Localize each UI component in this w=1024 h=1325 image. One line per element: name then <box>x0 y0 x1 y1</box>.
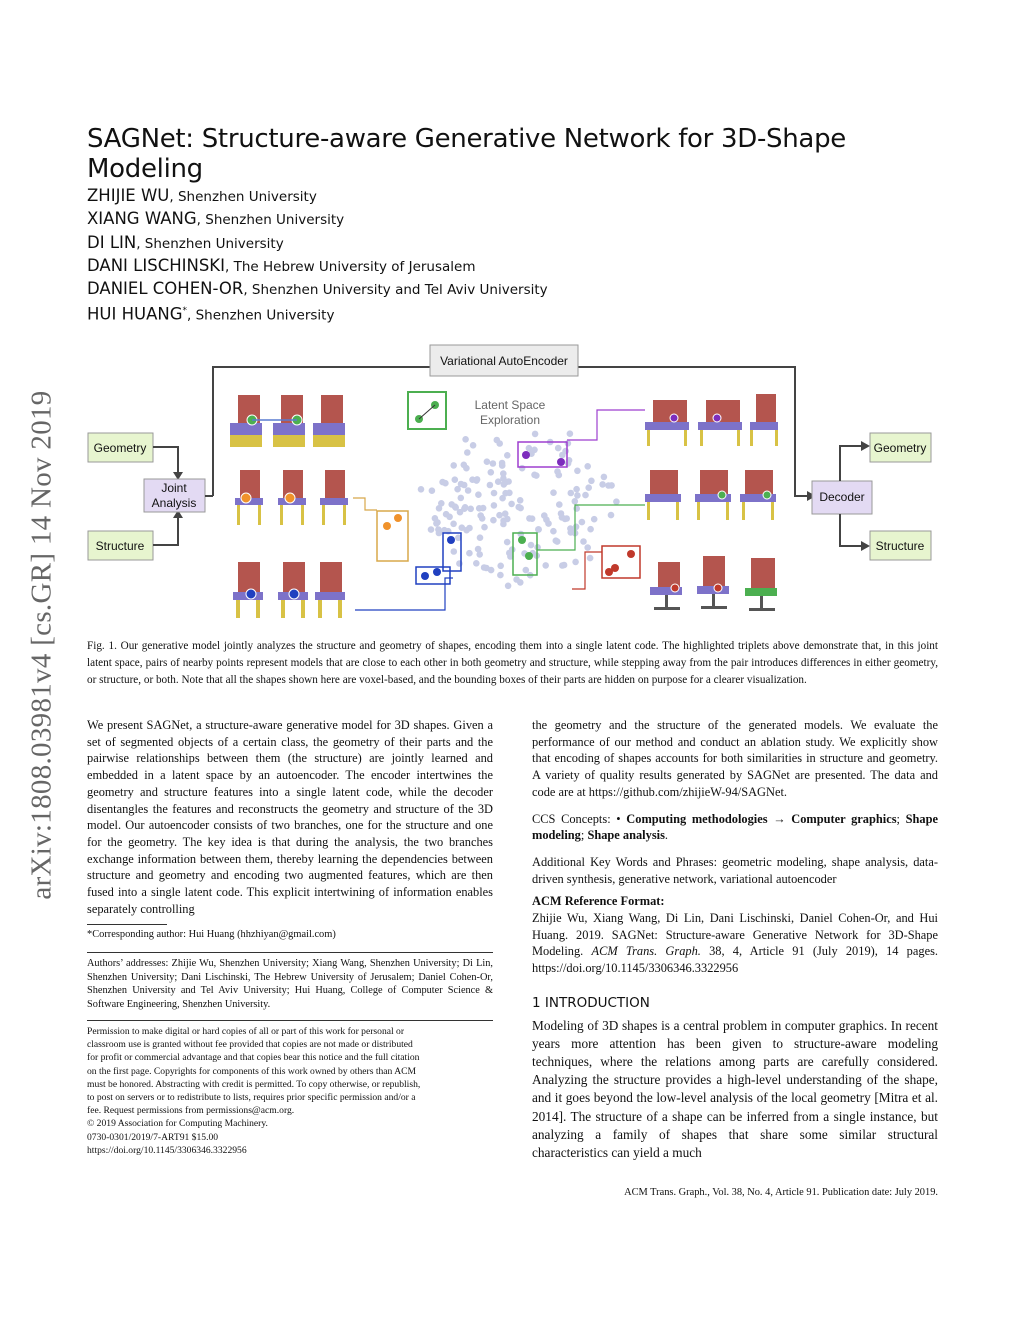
latent-point <box>601 474 608 481</box>
latent-point <box>499 462 506 469</box>
chair-group-mid-left <box>235 470 348 525</box>
latent-point <box>452 503 459 510</box>
copyright-line: © 2019 Association for Computing Machinery. <box>87 1118 268 1130</box>
permission-line: for profit or commercial advantage and that copies bear this notice and the full citation <box>87 1052 420 1064</box>
permission-line: to post on servers or to redistribute to lists, requires prior specific permission and/or a <box>87 1092 416 1104</box>
author-affiliation: , Shenzhen University <box>169 189 317 205</box>
chair-group-mid-right <box>645 470 776 520</box>
latent-point <box>466 550 473 557</box>
latent-point <box>588 478 595 485</box>
latent-point <box>462 504 469 511</box>
author-addresses: Authors’ addresses: Zhijie Wu, Shenzhen University; Xiang Wang, Shenzhen University; Di Lin, Shenzhen University; Dani Lischinski, The Hebrew University of Jerusalem; Daniel Cohen-Or, Shenzhen University and Tel Aviv University; Hui Huang, College of Computer Science & Software Engineering, Shenzhen University. <box>87 958 493 1010</box>
latent-point <box>567 430 574 437</box>
structure-input-label: Structure <box>95 539 145 553</box>
latent-point <box>529 515 536 522</box>
geometry-input-label: Geometry <box>93 441 147 455</box>
permission-divider <box>87 1020 493 1021</box>
author-affiliation: , Shenzhen University <box>187 307 335 324</box>
acm-reference-text: Zhijie Wu, Xiang Wang, Di Lin, Dani Lischinski, Daniel Cohen-Or, and Hui Huang. 2019. SAGNet: Structure-aware Generative Network for 3D-Shape Modeling. <box>532 911 938 959</box>
latent-point <box>491 490 498 497</box>
latent-point <box>517 497 524 504</box>
latent-point <box>443 511 450 518</box>
latent-point <box>584 544 591 551</box>
author-line <box>87 300 787 323</box>
latent-point <box>550 528 557 535</box>
latent-point <box>505 478 512 485</box>
chair-group-bottom-right <box>650 556 777 611</box>
latent-point <box>526 445 533 452</box>
latent-point <box>584 463 591 470</box>
acm-reference-journal: ACM Trans. Graph. <box>591 944 701 959</box>
author-name: XIANG WANG <box>87 209 197 229</box>
latent-point <box>565 440 572 447</box>
latent-point <box>476 505 483 512</box>
permission-line: on the first page. Copyrights for components of this work owned by others than ACM <box>87 1065 417 1077</box>
decoder-structure-arrow <box>840 514 861 546</box>
vae-label: Variational AutoEncoder <box>440 354 568 368</box>
latent-point <box>505 583 512 590</box>
latent-point <box>573 486 580 493</box>
latent-point <box>519 465 526 472</box>
latent-point <box>559 562 566 569</box>
latent-point <box>574 492 581 499</box>
author-affiliation: , Shenzhen University <box>196 212 345 229</box>
author-name: DANI LISCHINSKI <box>87 255 225 275</box>
latent-point <box>504 452 511 459</box>
acm-reference-heading: ACM Reference Format: <box>532 894 665 909</box>
permission-line: fee. Request permissions from permissions@acm.org. <box>87 1105 295 1117</box>
latent-point <box>469 476 476 483</box>
latent-point <box>531 472 538 479</box>
latent-point <box>582 492 589 499</box>
corresponding-footnote: *Corresponding author: Hui Huang (hhzhiyan@gmail.com) <box>87 929 336 940</box>
latent-point <box>573 505 580 512</box>
latent-point <box>479 515 486 522</box>
permission-line: classroom use is granted without fee provided that copies are not made or distributed <box>87 1039 413 1051</box>
doi-link[interactable]: https://doi.org/10.1145/3306346.3322956 <box>87 1144 247 1156</box>
latent-point <box>458 495 465 502</box>
author-line <box>87 207 787 230</box>
ccs-separator: ; <box>580 828 588 843</box>
latent-point <box>475 491 482 498</box>
latent-point <box>506 490 513 497</box>
decoder-geometry-arrow <box>840 446 861 481</box>
latent-point <box>517 579 524 586</box>
latent-point <box>451 548 458 555</box>
decoder-label: Decoder <box>819 490 865 504</box>
latent-point <box>500 521 507 528</box>
corresponding-mark: * <box>182 306 187 317</box>
latent-point <box>496 512 503 519</box>
latent-point <box>542 562 549 569</box>
latent-point <box>450 462 457 469</box>
latent-point <box>572 498 579 505</box>
figure-caption: Fig. 1. Our generative model jointly analyzes the structure and geometry of shapes, encoding them into a single latent code. The highlighted triplets above demonstrate that, in this joint latent space, pairs of nearby points represent models that are close to each other in both geometry and structure, while stepping away from the pair introduces differences in either geometry, or structure, or both. Note that all the shapes shown here are voxel-based, and the bounding boxes of their parts are hidden on purpose for a clearer visualization. <box>87 640 938 686</box>
arrow-head-icon <box>861 441 870 451</box>
latent-point <box>476 551 483 558</box>
latent-point <box>497 563 504 570</box>
latent-point <box>490 460 497 467</box>
latent-point <box>585 484 592 491</box>
latent-point <box>573 524 580 531</box>
permission-line: must be honored. Abstracting with credit is permitted. To copy otherwise, or republish, <box>87 1078 421 1090</box>
latent-point <box>523 567 530 574</box>
latent-point <box>488 469 495 476</box>
arrow-head-icon <box>861 541 870 551</box>
latent-point <box>481 564 488 571</box>
latent-point <box>450 521 457 528</box>
latent-point <box>550 489 557 496</box>
geometry-output-label: Geometry <box>873 441 927 455</box>
author-line <box>87 277 787 300</box>
latent-point <box>587 526 594 533</box>
latent-point <box>442 480 449 487</box>
page-footer: ACM Trans. Graph., Vol. 38, No. 4, Article 91. Publication date: July 2019. <box>624 1187 938 1198</box>
latent-point <box>572 559 579 566</box>
ccs-term: Shape modeling <box>532 811 939 843</box>
abstract-left-column <box>87 717 493 917</box>
abstract-right-column <box>532 717 938 1162</box>
latent-point <box>477 534 484 541</box>
latent-point <box>481 524 488 531</box>
abstract-text: We present SAGNet, a structure-aware generative model for 3D shapes. Given a set of segmented objects of a certain class, the geometry of their parts and the pairwise relationships between them (the structure) are jointly learned and embedded in a latent space by an autoencoder. The encoder intertwines the geometry and structure features into a single latent code, while the decoder disentangles the features and reconstructs the geometry and structure of the 3D model. Our autoencoder consists of two branches, one for the structure and one for the geometry. The key idea is that during the analysis, the two branches exchange information between them, thereby learning the dependencies between structure and geometry and encoding two augmented features, which are then fused into a single latent code. This explicit intertwining of information enables separately controlling <box>87 718 493 916</box>
ccs-term: Shape analysis <box>587 828 665 843</box>
introduction-text: Modeling of 3D shapes is a central problem in computer graphics. In recent years more attention has been given to structure-aware modeling techniques, where the relations among parts are carefully considered. Analyzing the structure provides a high-level understanding of the shape, and it goes beyond the low-level analysis of the local geometry [Mitra et al. 2014]. The structure of a shape can be inferred from a single instance, but analyzing a family of shapes that share some similar structural characteristics can yield a much <box>532 1017 938 1160</box>
latent-point <box>494 437 501 444</box>
ccs-arrow: → <box>767 811 792 826</box>
latent-point <box>613 498 620 505</box>
latent-point <box>556 501 563 508</box>
latent-point <box>574 468 581 475</box>
joint-label-1: Joint <box>161 481 187 495</box>
author-name: ZHIJIE WU <box>87 186 170 205</box>
latent-point <box>591 516 598 523</box>
latent-label-2: Exploration <box>479 413 541 427</box>
latent-point <box>418 486 425 493</box>
ccs-prefix: CCS Concepts: • <box>532 811 627 826</box>
abstract-continued: the geometry and the structure of the generated models. We evaluate the performance of our method and conduct an ablation study. We explicitly show that encoding of shapes accounts for both similarities in structure and geometry. A variety of quality results generated by SAGNet are presented. The data and code are at https://github.com/zhijieW-94/SAGNet. <box>532 718 938 799</box>
latent-point <box>509 546 516 553</box>
latent-point <box>568 490 575 497</box>
latent-point <box>556 472 563 479</box>
paper-title: SAGNet: Structure-aware Generative Network for 3D-Shape Modeling <box>87 124 846 184</box>
ccs-concepts <box>532 811 938 844</box>
latent-point <box>555 445 562 452</box>
latent-point <box>535 526 542 533</box>
geometry-arrow <box>153 447 178 472</box>
latent-point <box>504 539 511 546</box>
figure-1 <box>85 340 945 630</box>
latent-point <box>466 525 473 532</box>
author-affiliation: , Shenzhen University and Tel Aviv University <box>243 282 548 299</box>
chair-group-top-left <box>230 395 345 447</box>
latent-point <box>587 555 594 562</box>
latent-point <box>528 542 535 549</box>
arxiv-stamp <box>20 345 64 945</box>
keywords: Additional Key Words and Phrases: geometric modeling, shape analysis, data-driven synthesis, generative network, variational autoencoder <box>532 854 938 886</box>
address-divider <box>87 952 493 953</box>
latent-point <box>543 516 550 523</box>
latent-point <box>429 487 436 494</box>
latent-point <box>436 505 443 512</box>
latent-point <box>487 482 494 489</box>
latent-point <box>579 519 586 526</box>
latent-point <box>484 458 491 465</box>
author-line <box>87 231 787 254</box>
arxiv-id: arXiv:1808.03981v4 [cs.GR] 14 Nov 2019 <box>25 390 58 900</box>
latent-point <box>432 515 439 522</box>
joint-label-2: Analysis <box>151 496 197 510</box>
structure-arrow <box>153 518 178 545</box>
issn-line: 0730-0301/2019/7-ART91 $15.00 <box>87 1131 219 1143</box>
chair-group-top-right <box>645 394 778 446</box>
latent-point <box>490 517 497 524</box>
latent-point <box>495 478 502 485</box>
latent-point <box>428 526 435 533</box>
author-affiliation: , The Hebrew University of Jerusalem <box>225 258 476 275</box>
section-heading-introduction: 1 INTRODUCTION <box>532 994 650 1011</box>
latent-point <box>467 506 474 513</box>
highlight-box-orange <box>377 511 408 561</box>
permission-line: Permission to make digital or hard copies of all or part of this work for personal or <box>87 1026 405 1037</box>
latent-point <box>465 487 472 494</box>
latent-point <box>462 436 469 443</box>
acm-reference-text: 38, 4, Article 91 (July 2019), 14 pages. https://doi.org/10.1145/3306346.3322956 <box>532 944 938 976</box>
permission-block <box>87 1025 493 1157</box>
latent-point <box>553 537 560 544</box>
latent-point <box>458 481 465 488</box>
latent-point <box>608 512 615 519</box>
ccs-term: Computer graphics <box>791 811 897 826</box>
author-name: DANIEL COHEN-OR <box>87 279 244 299</box>
latent-point <box>508 501 515 508</box>
author-list <box>87 184 787 324</box>
highlight-box-green <box>408 392 446 429</box>
footnote-divider <box>87 924 167 925</box>
author-line <box>87 184 787 207</box>
latent-point <box>500 470 507 477</box>
latent-point <box>532 431 539 438</box>
latent-point <box>470 442 477 449</box>
author-line <box>87 254 787 277</box>
latent-label-1: Latent Space <box>474 398 546 412</box>
latent-point <box>497 572 504 579</box>
latent-point <box>599 481 606 488</box>
latent-point <box>580 538 587 545</box>
author-name: DI LIN <box>87 232 137 252</box>
latent-point <box>559 514 566 521</box>
ccs-end: . <box>664 828 669 843</box>
latent-point <box>461 462 468 469</box>
ccs-separator: ; <box>896 811 906 826</box>
acm-reference <box>532 910 938 977</box>
chair-group-bottom-left <box>233 562 345 618</box>
latent-point <box>567 529 574 536</box>
latent-point <box>531 447 538 454</box>
latent-point <box>452 476 459 483</box>
structure-output-label: Structure <box>875 539 925 553</box>
latent-point <box>515 504 522 511</box>
latent-point <box>473 560 480 567</box>
latent-point <box>559 452 566 459</box>
author-name: HUI HUANG <box>87 304 183 324</box>
latent-point <box>605 482 612 489</box>
ccs-term: Computing methodologies <box>626 811 768 826</box>
latent-point <box>464 449 471 456</box>
latent-point <box>491 502 498 509</box>
author-affiliation: , Shenzhen University <box>136 235 284 252</box>
